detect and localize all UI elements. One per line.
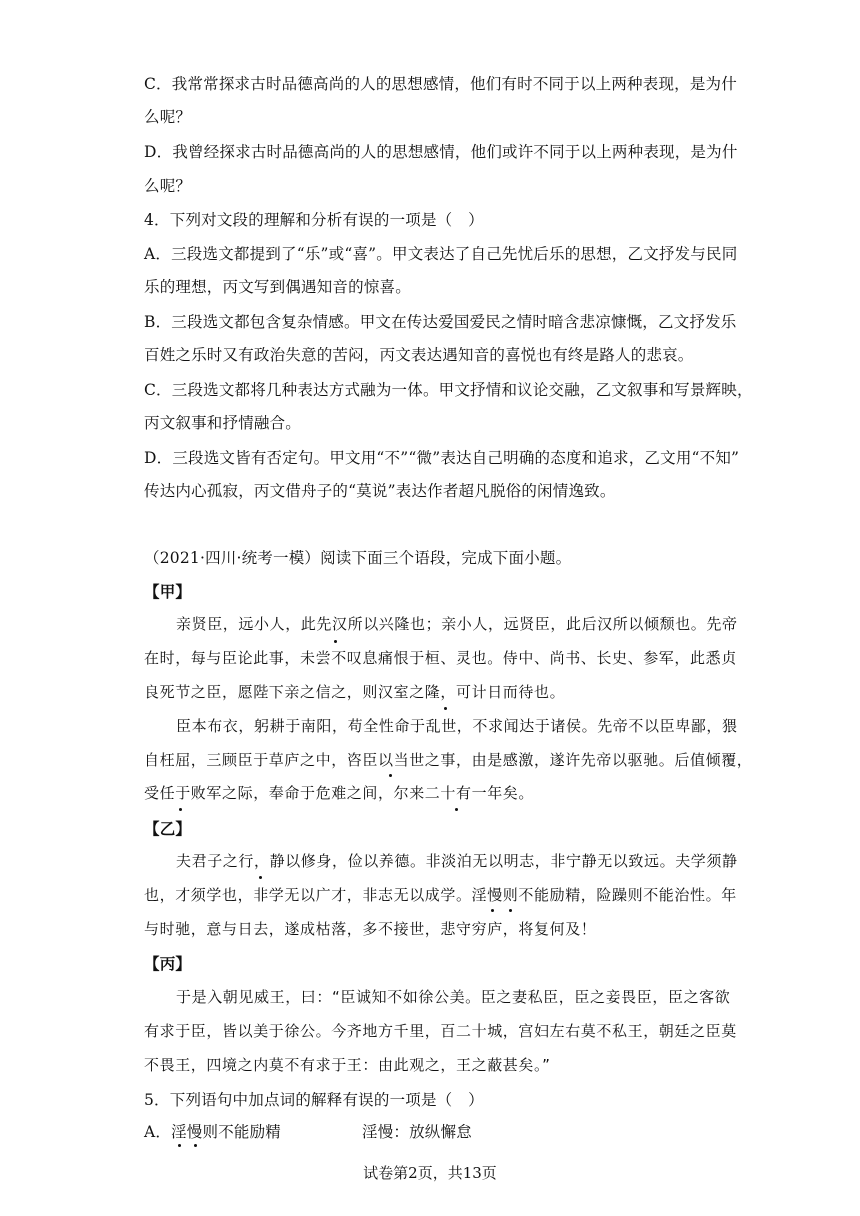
passage-bing-header: 【丙】 (144, 954, 192, 973)
q4-option-d-line-1: D．三段选文皆有否定句。甲文用“不”“微”表达自己明确的态度和追求，乙文用“不知” (144, 449, 740, 467)
emphasis-dot-以 (389, 774, 392, 777)
passage-jia-line-2: 在时，每与臣论此事，未尝不叹息痛恨于桓、灵也。侍中、尚书、长史、参军，此悉贞 (144, 649, 737, 667)
emphasis-dot-于 (179, 808, 182, 811)
passage-yi-line-2: 也，才须学也，非学无以广才，非志无以成学。淫慢则不能励精，险躁则不能治性。年 (144, 886, 737, 904)
emphasis-dot-慢 (509, 909, 512, 912)
passage-jia-line-3: 良死节之臣，愿陛下亲之信之，则汉室之隆，可计日而待也。 (144, 683, 566, 701)
emphasis-dot-淫 (178, 1144, 181, 1147)
q5-option-a-explanation: 淫慢：放纵懈怠 (362, 1123, 472, 1141)
q4-option-b-line-1: B．三段选文都包含复杂情感。甲文在传达爱国爱民之情时暗含悲凉慷慨，乙文抒发乐 (144, 313, 737, 331)
q4-option-c-line-2: 丙文叙事和抒情融合。 (144, 414, 302, 432)
passage-yi-line-3: 与时驰，意与日去，遂成枯落，多不接世，悲守穷庐，将复何及！ (144, 920, 597, 938)
question-5-stem: 5．下列语句中加点词的解释有误的一项是（ ） (144, 1091, 484, 1109)
passage-bing-line-1: 于是入朝见威王，曰：“臣诚知不如徐公美。臣之妻私臣，臣之妾畏臣，臣之客欲 (176, 988, 731, 1006)
emphasis-dot-淫 (491, 909, 494, 912)
q4-option-a-line-1: A．三段选文都提到了“乐”或“喜”。甲文表达了自己先忧后乐的思想，乙文抒发与民同 (144, 245, 738, 263)
passage-bing-line-2: 有求于臣，皆以美于徐公。今齐地方千里，百二十城，宫妇左右莫不私王，朝廷之臣莫 (144, 1022, 737, 1040)
passage-yi-line-1: 夫君子之行，静以修身，俭以养德。非淡泊无以明志，非宁静无以致远。夫学须静 (176, 852, 738, 870)
option-c-line-2: 么呢？ (144, 108, 192, 126)
q4-option-a-line-2: 乐的理想，丙文写到偶遇知音的惊喜。 (144, 278, 411, 296)
emphasis-dot-而 (444, 707, 447, 710)
q4-option-d-line-2: 传达内心孤寂，丙文借舟子的“莫说”表达作者超凡脱俗的闲情逸致。 (144, 482, 616, 500)
q4-option-b-line-2: 百姓之乐时又有政治失意的苦闷，丙文表达遇知音的喜悦也有终是路人的悲哀。 (144, 346, 694, 364)
section-intro: （2021·四川·统考一模）阅读下面三个语段，完成下面小题。 (144, 549, 572, 567)
option-c-line-1: C．我常常探求古时品德高尚的人的思想感情，他们有时不同于以上两种表现，是为什 (144, 75, 737, 93)
passage-jia-line-6: 受任于败军之际，奉命于危难之间，尔来二十有一年矣。 (144, 784, 535, 802)
option-d-line-1: D．我曾经探求古时品德高尚的人的思想感情，他们或许不同于以上两种表现，是为什 (144, 143, 738, 161)
passage-bing-line-3: 不畏王，四境之内莫不有求于王：由此观之，王之蔽甚矣。” (144, 1056, 551, 1074)
page-footer: 试卷第2页，共13页 (363, 1164, 497, 1182)
question-4-stem: 4．下列对文段的理解和分析有误的一项是（ ） (144, 211, 484, 229)
emphasis-dot-慢 (194, 1144, 197, 1147)
emphasis-dot-有 (455, 808, 458, 811)
passage-jia-line-1: 亲贤臣，远小人，此先汉所以兴隆也；亲小人，远贤臣，此后汉所以倾颓也。先帝 (176, 615, 738, 633)
option-d-line-2: 么呢？ (144, 177, 192, 195)
passage-yi-header: 【乙】 (144, 819, 192, 838)
passage-jia-line-5: 自枉屈，三顾臣于草庐之中，咨臣以当世之事，由是感激，遂许先帝以驱驰。后值倾覆， (144, 751, 753, 769)
q4-option-c-line-1: C．三段选文都将几种表达方式融为一体。甲文抒情和议论交融，乙文叙事和写景辉映， (144, 381, 753, 399)
passage-jia-header: 【甲】 (144, 582, 192, 601)
passage-jia-line-4: 臣本布衣，躬耕于南阳，苟全性命于乱世，不求闻达于诸侯。先帝不以臣卑鄙，猥 (176, 717, 738, 735)
q5-option-a-sentence: A．淫慢则不能励精 (144, 1123, 281, 1141)
emphasis-dot-以 (259, 876, 262, 879)
emphasis-dot-痛 (334, 640, 337, 643)
